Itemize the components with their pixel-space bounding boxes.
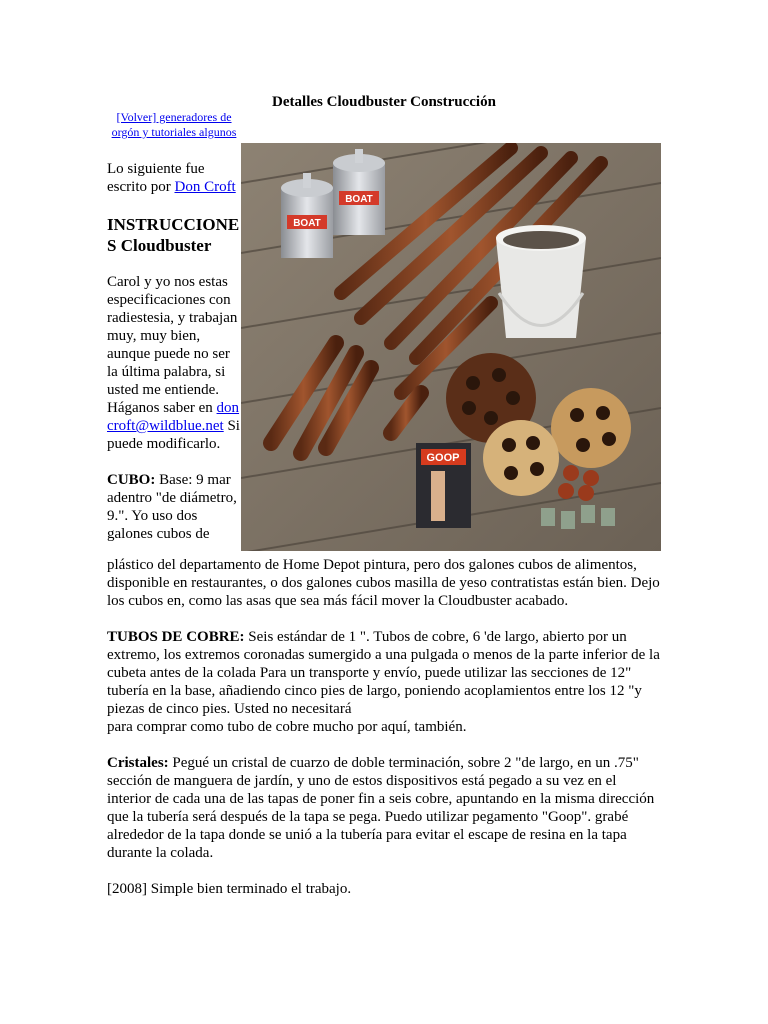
cristales-text: Pegué un cristal de cuarzo de doble terminación, sobre 2 "de largo, en un .75" sección de manguera de jardín, y uno de estos dispositivos está pegado a su vez en el interior de cada una de las tapas de poner fin a seis cobre, apuntando en la misma dirección que la tubería será después de la tapa se pega. Puedo utilizar pegamento "Goop". grabé alrededor de la tapa donde se unió a la tubería para evitar el escape de resina en la tapa durante la colada. [107, 755, 655, 861]
cristales-paragraph [107, 754, 663, 862]
email-link[interactable]: doncroft@wildblue.net [107, 400, 240, 434]
body-text [107, 556, 663, 916]
note-text-after: Si puede modificarlo. [107, 418, 240, 452]
goop-label: GOOP [426, 452, 460, 464]
author-link[interactable]: Don Croft [174, 179, 236, 195]
left-column [107, 160, 240, 543]
section-heading: INSTRUCCIONES Cloudbuster [107, 215, 240, 255]
back-link[interactable]: [Volver] generadores de orgón y tutoriales algunos [111, 110, 237, 139]
intro-paragraph [107, 160, 240, 196]
cristales-label: Cristales: [107, 755, 169, 771]
white-bucket [496, 225, 586, 338]
tubos-paragraph [107, 628, 663, 736]
cubo-paragraph-rest: plástico del departamento de Home Depot pintura, pero dos galones cubos de alimentos, disponible en restaurantes, o dos galones cubos masilla de yeso contratistas están bien. Dejo los cubos en, como las asas que sea más fácil mover la Cloudbuster acabado. [107, 557, 660, 609]
cloudbuster-photo [241, 143, 661, 551]
can-label-1: BOAT [293, 218, 321, 229]
cubo-paragraph-start [107, 471, 240, 543]
cubo-text-start: Base: 9 mar adentro "de diámetro, 9.". Yo uso dos galones cubos de [107, 472, 237, 542]
note-paragraph [107, 273, 240, 453]
note-text: Carol y yo nos estas especificaciones con radiestesia, y trabajan muy, muy bien, aunque puede no ser la última palabra, si usted me entiende. Háganos saber en [107, 274, 238, 416]
intro-text: Lo siguiente fue escrito por [107, 161, 205, 195]
cubo-label: CUBO: [107, 472, 156, 488]
page-title: Detalles Cloudbuster Construcción [272, 94, 496, 110]
photo-illustration [241, 143, 661, 551]
closing-paragraph: [2008] Simple bien terminado el trabajo. [107, 881, 352, 897]
tubos-text: Seis estándar de 1 ". Tubos de cobre, 6 'de largo, abierto por un extremo, los extremos coronadas sumergido a una pulgada o menos de la parte inferior de la cubeta antes de la colada Para un transporte y envío, puede utilizar las secciones de 12" tubería en la base, añadiendo cinco pies de largo, poniendo acoplamientos entre los 12 "y piezas de cinco pies. Usted no necesitará [107, 629, 660, 717]
can-label-2: BOAT [345, 194, 373, 205]
tubos-label: TUBOS DE COBRE: [107, 629, 245, 645]
tubos-text-2: para comprar como tubo de cobre mucho por aquí, también. [107, 719, 467, 735]
back-link-container [104, 110, 244, 140]
goop-package [416, 443, 471, 528]
